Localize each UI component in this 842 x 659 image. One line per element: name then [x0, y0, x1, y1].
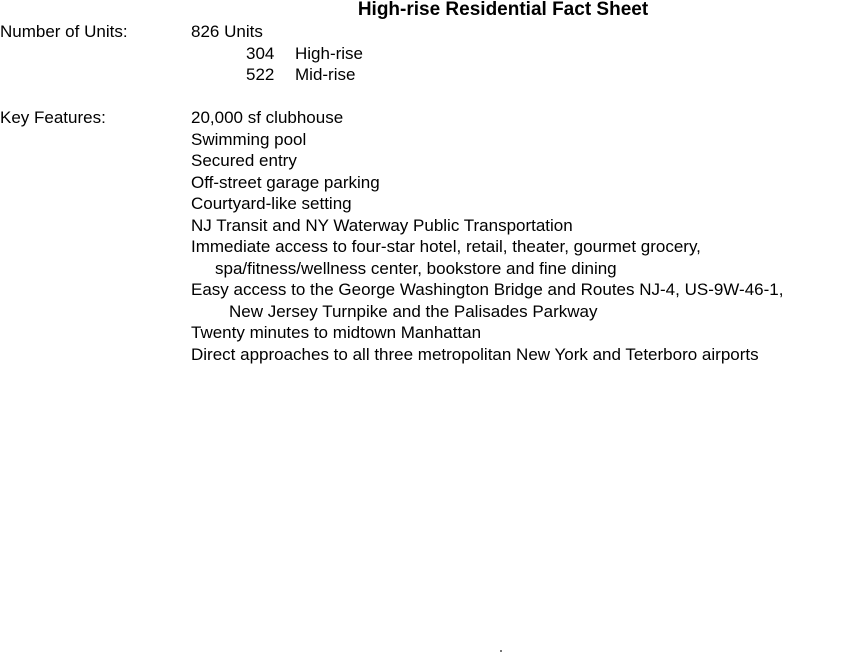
feature-item: [191, 150, 783, 172]
unit-count: 304: [246, 43, 275, 63]
feature-item: [191, 215, 783, 237]
unit-count: 522: [246, 65, 275, 84]
feature-text: Swimming pool: [191, 129, 307, 149]
feature-text: Immediate access to four-star hotel, retail, theater, gourmet grocery,: [191, 237, 701, 256]
feature-text-continued: spa/fitness/wellness center, bookstore and fine dining: [215, 258, 617, 278]
units-label: Number of Units:: [0, 22, 128, 41]
feature-text: Direct approaches to all three metropolitan New York and Teterboro airports: [191, 344, 759, 364]
stray-mark: [500, 650, 502, 652]
features-list: [191, 107, 783, 365]
feature-text: 20,000 sf clubhouse: [191, 108, 344, 127]
feature-item: [191, 172, 783, 194]
feature-text: Courtyard-like setting: [191, 194, 352, 213]
features-label: Key Features:: [0, 108, 106, 127]
feature-item: [191, 279, 783, 322]
unit-type: High-rise: [295, 43, 364, 63]
feature-item: [191, 107, 783, 129]
feature-text: Twenty minutes to midtown Manhattan: [191, 323, 482, 342]
feature-item: [191, 129, 783, 151]
feature-text: Easy access to the George Washington Bridge and Routes NJ-4, US-9W-46-1,: [191, 280, 784, 299]
feature-item: [191, 236, 783, 279]
page-title: High-rise Residential Fact Sheet: [357, 0, 649, 20]
feature-text: Off-street garage parking: [191, 172, 380, 192]
feature-text: Secured entry: [191, 151, 297, 170]
units-total: 826 Units: [191, 22, 263, 41]
feature-item: [191, 344, 783, 366]
feature-text: NJ Transit and NY Waterway Public Transportation: [191, 215, 573, 235]
unit-breakdown-row: [191, 43, 363, 65]
units-block: [191, 21, 363, 86]
unit-breakdown-row: [191, 64, 363, 86]
feature-item: [191, 322, 783, 344]
feature-item: [191, 193, 783, 215]
feature-text-continued: New Jersey Turnpike and the Palisades Parkway: [229, 301, 598, 321]
unit-type: Mid-rise: [295, 65, 356, 84]
